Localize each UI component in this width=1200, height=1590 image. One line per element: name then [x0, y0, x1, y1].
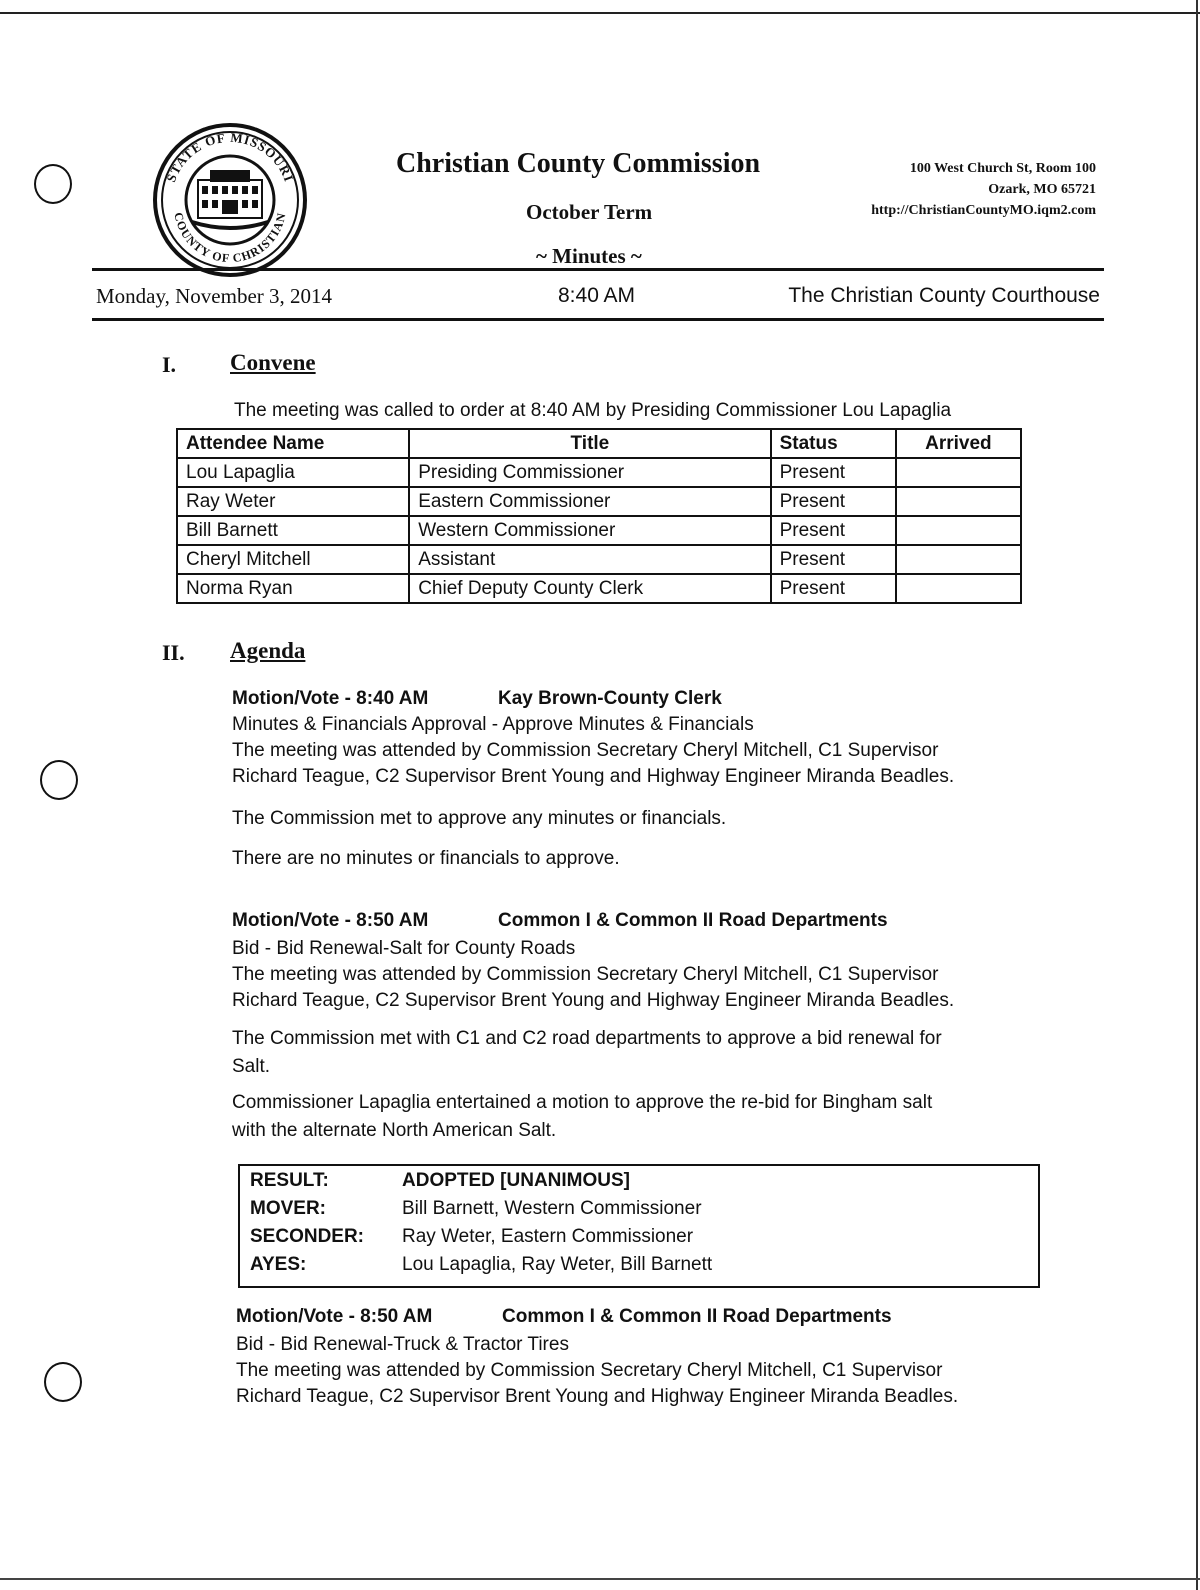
ayes-value: Lou Lapaglia, Ray Weter, Bill Barnett	[402, 1254, 713, 1275]
section-title-agenda: Agenda	[230, 638, 306, 663]
vote-result-box	[238, 1164, 1040, 1288]
table-row	[177, 458, 1021, 487]
mover-row	[250, 1198, 702, 1220]
attendance-line-2: Richard Teague, C2 Supervisor Brent Young and Highway Engineer Miranda Beadles.	[236, 1386, 959, 1407]
column-header: Arrived	[896, 429, 1021, 458]
attendee-arrived	[896, 487, 1021, 516]
table-header-row	[177, 429, 1021, 458]
agenda-item-heading: Common I & Common II Road Departments	[498, 910, 888, 931]
agenda-paragraph: Commissioner Lapaglia entertained a motion to approve the re-bid for Bingham salt	[232, 1092, 933, 1113]
agenda-paragraph: with the alternate North American Salt.	[232, 1120, 557, 1141]
attendee-arrived	[896, 545, 1021, 574]
attendee-name: Norma Ryan	[177, 574, 409, 603]
agenda-item-subject: Minutes & Financials Approval - Approve Minutes & Financials	[232, 714, 754, 735]
agenda-item-heading: Common I & Common II Road Departments	[502, 1306, 892, 1327]
scan-border-bottom	[0, 1578, 1200, 1580]
agenda-paragraph: The Commission met to approve any minutes or financials.	[232, 808, 727, 829]
agenda-item-subject: Bid - Bid Renewal-Salt for County Roads	[232, 938, 576, 959]
attendee-title: Eastern Commissioner	[409, 487, 770, 516]
punch-hole-middle	[40, 760, 78, 800]
attendee-status: Present	[771, 458, 896, 487]
motion-vote-label: Motion/Vote - 8:50 AM	[236, 1306, 433, 1327]
commission-title: Christian County Commission	[396, 148, 761, 179]
attendee-title: Presiding Commissioner	[409, 458, 770, 487]
attendee-status: Present	[771, 487, 896, 516]
seconder-label: SECONDER:	[250, 1226, 365, 1247]
section-title-convene: Convene	[230, 350, 316, 375]
agenda-item-header	[232, 688, 722, 710]
mover-value: Bill Barnett, Western Commissioner	[402, 1198, 702, 1219]
convene-intro: The meeting was called to order at 8:40 AM by Presiding Commissioner Lou Lapaglia	[234, 400, 952, 421]
agenda-item-header	[236, 1306, 892, 1328]
meeting-location: The Christian County Courthouse	[788, 284, 1100, 307]
attendance-line-1: The meeting was attended by Commission Secretary Cheryl Mitchell, C1 Supervisor	[232, 964, 939, 985]
attendee-name: Bill Barnett	[177, 516, 409, 545]
attendee-name: Cheryl Mitchell	[177, 545, 409, 574]
meeting-date: Monday, November 3, 2014	[96, 284, 333, 308]
scan-border-right	[1196, 0, 1198, 1590]
result-row	[250, 1170, 630, 1192]
address-block	[871, 158, 1096, 221]
seconder-value: Ray Weter, Eastern Commissioner	[402, 1226, 694, 1247]
meeting-time: 8:40 AM	[558, 284, 636, 307]
county-seal-logo	[152, 122, 308, 278]
attendee-name: Ray Weter	[177, 487, 409, 516]
table-row	[177, 574, 1021, 603]
attendee-status: Present	[771, 516, 896, 545]
section-number-agenda: II.	[162, 640, 185, 665]
agenda-item-subject: Bid - Bid Renewal-Truck & Tractor Tires	[236, 1334, 569, 1355]
punch-hole-bottom	[44, 1362, 82, 1402]
table-row	[177, 545, 1021, 574]
table-row	[177, 516, 1021, 545]
ayes-label: AYES:	[250, 1254, 307, 1275]
agenda-item-heading: Kay Brown-County Clerk	[498, 688, 722, 709]
attendee-title: Chief Deputy County Clerk	[409, 574, 770, 603]
attendance-line-1: The meeting was attended by Commission Secretary Cheryl Mitchell, C1 Supervisor	[236, 1360, 943, 1381]
agenda-paragraph: Salt.	[232, 1056, 271, 1077]
motion-vote-label: Motion/Vote - 8:40 AM	[232, 688, 429, 709]
scan-border-top	[0, 12, 1200, 14]
column-header: Status	[771, 429, 896, 458]
ayes-row	[250, 1254, 712, 1276]
attendee-arrived	[896, 458, 1021, 487]
attendee-name: Lou Lapaglia	[177, 458, 409, 487]
minutes-label: ~ Minutes ~	[536, 244, 642, 268]
result-label: RESULT:	[250, 1170, 329, 1191]
attendance-table	[176, 428, 1022, 604]
agenda-paragraph: There are no minutes or financials to approve.	[232, 848, 620, 869]
table-row	[177, 487, 1021, 516]
attendee-arrived	[896, 516, 1021, 545]
attendance-line-1: The meeting was attended by Commission Secretary Cheryl Mitchell, C1 Supervisor	[232, 740, 939, 761]
attendee-status: Present	[771, 545, 896, 574]
attendance-line-2: Richard Teague, C2 Supervisor Brent Young and Highway Engineer Miranda Beadles.	[232, 990, 955, 1011]
attendee-title: Assistant	[409, 545, 770, 574]
seconder-row	[250, 1226, 693, 1248]
address-line-2: Ozark, MO 65721	[988, 182, 1096, 197]
result-value: ADOPTED [UNANIMOUS]	[402, 1170, 630, 1191]
website-link[interactable]: http://ChristianCountyMO.iqm2.com	[871, 203, 1096, 218]
agenda-paragraph: The Commission met with C1 and C2 road departments to approve a bid renewal for	[232, 1028, 942, 1049]
motion-vote-label: Motion/Vote - 8:50 AM	[232, 910, 429, 931]
term-label: October Term	[526, 200, 653, 224]
header-rule-bottom	[92, 318, 1104, 321]
attendee-arrived	[896, 574, 1021, 603]
punch-hole-top	[34, 164, 72, 204]
attendee-status: Present	[771, 574, 896, 603]
agenda-item-header	[232, 910, 888, 932]
section-number-convene: I.	[162, 352, 177, 377]
attendee-title: Western Commissioner	[409, 516, 770, 545]
address-line-1: 100 West Church St, Room 100	[909, 161, 1096, 176]
mover-label: MOVER:	[250, 1198, 326, 1219]
column-header: Attendee Name	[177, 429, 409, 458]
svg-text:STATE OF MISSOURI: STATE OF MISSOURI	[163, 129, 297, 185]
column-header: Title	[409, 429, 770, 458]
svg-text:COUNTY OF CHRISTIAN: COUNTY OF CHRISTIAN	[171, 210, 289, 266]
header-rule-top	[92, 268, 1104, 271]
attendance-line-2: Richard Teague, C2 Supervisor Brent Young and Highway Engineer Miranda Beadles.	[232, 766, 955, 787]
